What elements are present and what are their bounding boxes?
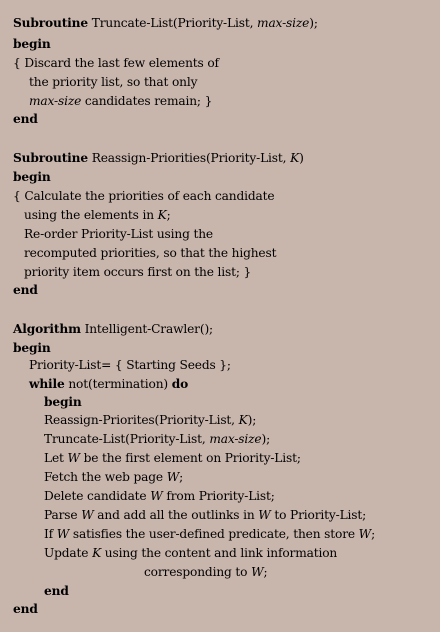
var-w: W xyxy=(150,489,163,503)
step-text: Reassign-Priorites(Priority-List, xyxy=(44,413,239,427)
var-w: W xyxy=(67,451,80,465)
step-text-end: ); xyxy=(261,432,271,446)
param-max-size: max-size xyxy=(29,94,82,108)
sub1-signature-end: ); xyxy=(309,16,318,30)
step-text: corresponding to xyxy=(144,565,252,579)
param-k: K xyxy=(157,208,167,222)
step-text: If xyxy=(44,527,57,541)
param-max-size: max-size xyxy=(209,432,262,446)
step-delete xyxy=(44,488,275,505)
var-w: W xyxy=(166,470,180,484)
step-update-k-cont xyxy=(144,564,267,581)
sub1-comment-1: { Discard the last few elements of xyxy=(13,56,219,70)
sub1-signature: Truncate-List(Priority-List, xyxy=(91,16,258,30)
algorithm-init: Priority-List= { Starting Seeds }; xyxy=(29,358,231,372)
sub1-comment-3 xyxy=(29,93,212,110)
param-k: K xyxy=(290,151,300,165)
step-text-mid: satisfies the user-defined predicate, then store xyxy=(69,527,359,541)
sub2-comment-5: priority item occurs first on the list; } xyxy=(24,265,252,279)
step-text-end: using the content and link information xyxy=(101,546,338,560)
sub2-header xyxy=(13,150,304,167)
step-text: Parse xyxy=(44,508,82,522)
sub2-comment-4: recomputed priorities, so that the highest xyxy=(24,246,277,260)
sub2-signature: Reassign-Priorities(Priority-List, xyxy=(91,151,291,165)
step-text: Truncate-List(Priority-List, xyxy=(44,432,210,446)
algorithm-name: Intelligent-Crawler(); xyxy=(84,322,214,336)
sub1-begin: begin xyxy=(13,37,51,51)
sub2-begin: begin xyxy=(13,170,51,184)
keyword-algorithm: Algorithm xyxy=(13,322,81,336)
param-max-size: max-size xyxy=(257,16,310,30)
while-loop-header xyxy=(29,376,188,393)
sub2-comment-1: { Calculate the priorities of each candidate xyxy=(13,189,275,203)
var-w: W xyxy=(358,527,372,541)
keyword-subroutine: Subroutine xyxy=(13,16,88,30)
sub1-comment-3-text: candidates remain; } xyxy=(81,94,213,108)
step-text-end: ; xyxy=(371,527,376,541)
var-w: W xyxy=(251,565,264,579)
loop-condition: not(termination) xyxy=(64,377,172,391)
step-text: Delete candidate xyxy=(44,489,151,503)
step-text-end: from Priority-List; xyxy=(162,489,275,503)
step-fetch xyxy=(44,469,183,486)
loop-begin: begin xyxy=(44,395,82,409)
step-parse xyxy=(44,507,366,524)
step-text: Update xyxy=(44,546,93,560)
step-text-end: ; xyxy=(179,470,184,484)
sub2-comment-3: Re-order Priority-List using the xyxy=(24,227,213,241)
step-update-k xyxy=(44,545,337,562)
algorithm-end: end xyxy=(13,602,38,616)
keyword-while: while xyxy=(29,377,65,391)
step-text: Let xyxy=(44,451,68,465)
param-k: K xyxy=(238,413,248,427)
keyword-do: do xyxy=(171,377,189,391)
step-text-mid: and add all the outlinks in xyxy=(93,508,259,522)
loop-end: end xyxy=(44,584,69,598)
keyword-subroutine: Subroutine xyxy=(13,151,88,165)
step-truncate xyxy=(44,431,270,448)
step-reassign xyxy=(44,412,256,429)
sub1-end: end xyxy=(13,112,38,126)
step-let-w xyxy=(44,450,301,467)
var-w: W xyxy=(258,508,271,522)
sub1-comment-2: the priority list, so that only xyxy=(29,75,198,89)
algorithm-begin: begin xyxy=(13,341,51,355)
step-text-end: ); xyxy=(247,413,257,427)
sub2-signature-end: ) xyxy=(299,151,304,165)
sub1-header xyxy=(13,15,318,32)
sub2-end: end xyxy=(13,283,38,297)
var-w: W xyxy=(81,508,94,522)
sub2-comment-2-end: ; xyxy=(166,208,171,222)
step-text-end: ; xyxy=(263,565,268,579)
step-text: Fetch the web page xyxy=(44,470,167,484)
step-text-end: be the first element on Priority-List; xyxy=(79,451,301,465)
sub2-comment-2-text: using the elements in xyxy=(24,208,158,222)
step-text-end: to Priority-List; xyxy=(270,508,367,522)
param-k: K xyxy=(92,546,102,560)
algorithm-header xyxy=(13,321,213,338)
sub2-comment-2 xyxy=(24,207,171,224)
var-w: W xyxy=(56,527,70,541)
step-if-satisfies xyxy=(44,526,375,543)
